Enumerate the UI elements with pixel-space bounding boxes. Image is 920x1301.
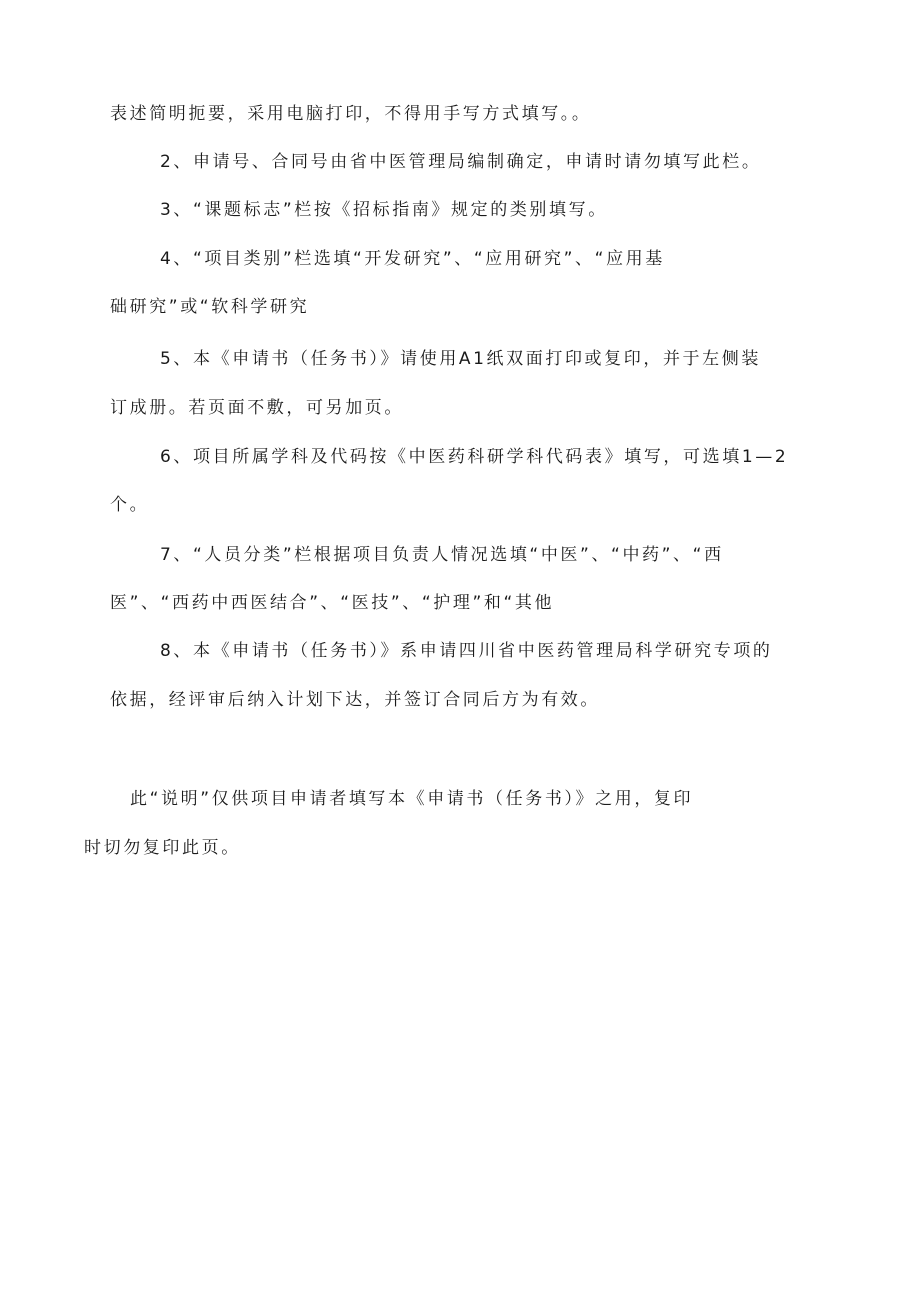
instruction-4-continuation: 础研究”或“软科学研究 (110, 297, 310, 317)
instruction-8-continuation: 依据，经评审后纳入计划下达，并签订合同后方为有效。 (110, 690, 600, 710)
instruction-6-continuation: 个。 (110, 495, 150, 515)
instruction-5-continuation: 订成册。若页面不敷，可另加页。 (110, 398, 404, 418)
instruction-7: 7、“人员分类”栏根据项目负责人情况选填“中医”、“中药”、“西 (160, 545, 724, 565)
instruction-6: 6、项目所属学科及代码按《中医药科研学科代码表》填写，可选填1—2 (160, 447, 789, 467)
usage-note: 此“说明”仅供项目申请者填写本《申请书（任务书）》之用，复印 (130, 789, 694, 809)
instruction-7-continuation: 医”、“西药中西医结合”、“医技”、“护理”和“其他 (110, 593, 555, 613)
instruction-2: 2、申请号、合同号由省中医管理局编制确定，申请时请勿填写此栏。 (160, 152, 762, 172)
usage-note-continuation: 时切勿复印此页。 (84, 838, 241, 858)
instruction-5: 5、本《申请书（任务书）》请使用A1纸双面打印或复印，并于左侧装 (160, 349, 761, 369)
instruction-3: 3、“课题标志”栏按《招标指南》规定的类别填写。 (160, 200, 608, 220)
instruction-1-continuation: 表述简明扼要，采用电脑打印，不得用手写方式填写。。 (110, 104, 592, 124)
instruction-8: 8、本《申请书（任务书）》系申请四川省中医药管理局科学研究专项的 (160, 641, 773, 661)
instruction-4: 4、“项目类别”栏选填“开发研究”、“应用研究”、“应用基 (160, 249, 665, 269)
